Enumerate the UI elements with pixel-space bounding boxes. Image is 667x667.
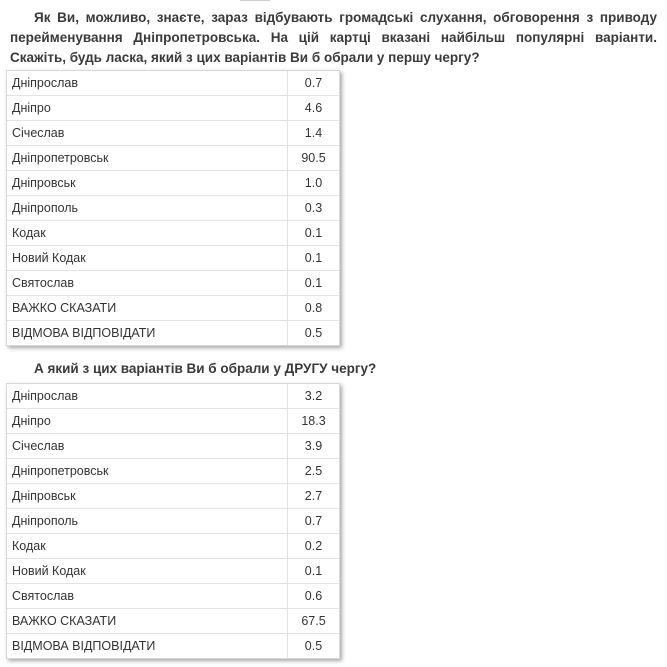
option-label: Дніпро [7,96,288,121]
table-row [7,271,339,296]
option-percent: 0.1 [288,271,340,296]
table-row [7,384,339,409]
option-percent: 0.5 [304,326,323,340]
option-label: Дніпропетровськ [7,146,288,171]
table-row [7,409,339,434]
option-percent: 2.5 [288,459,340,484]
table-row [7,146,339,171]
table-row [7,434,339,459]
option-label: Дніпро [7,409,288,434]
table-row [7,534,339,559]
option-label: Дніпрополь [7,509,288,534]
table-row [7,296,339,321]
option-percent: 0.6 [288,584,340,609]
option-label: ВАЖКО СКАЗАТИ [7,609,288,634]
option-label: Кодак [7,534,288,559]
results-table-second-choice [6,383,340,659]
option-percent: 0.8 [288,296,340,321]
option-percent: 0.7 [288,71,340,96]
option-label: Дніпровськ [7,171,288,196]
option-percent: 67.5 [288,609,340,634]
option-percent: 18.3 [288,409,340,434]
table-row [7,459,339,484]
option-label: Січеслав [7,434,288,459]
table-row [7,246,339,271]
table-row [7,71,339,96]
option-label: ВІДМОВА ВІДПОВІДАТИ [7,321,288,346]
option-label: Кодак [7,221,288,246]
option-percent: 0.1 [288,246,340,271]
option-label: Новий Кодак [7,246,288,271]
option-percent: 90.5 [288,146,340,171]
question-second-choice: А який з цих варіантів Ви б обрали у ДРУГУ чергу? [34,361,377,376]
option-label: Дніпровськ [7,484,288,509]
option-percent: 4.6 [288,96,340,121]
option-label: Січеслав [7,121,288,146]
option-percent: 3.9 [288,434,340,459]
option-label: Святослав [7,584,288,609]
option-label: Новий Кодак [7,559,288,584]
option-percent: 3.2 [288,384,340,409]
table-row [7,96,339,121]
option-percent: 2.7 [288,484,340,509]
option-percent: 0.1 [288,221,340,246]
table-row [7,321,339,346]
table-row [7,559,339,584]
option-percent: 1.4 [288,121,340,146]
option-percent: 0.7 [288,509,340,534]
option-label: Дніпрополь [7,196,288,221]
table-row [7,221,339,246]
option-label: Дніпрослав [7,384,288,409]
table-row [7,509,339,534]
table-row [7,584,339,609]
option-label: Дніпрослав [7,71,288,96]
table-row [7,484,339,509]
divider [240,0,270,1]
option-percent: 0.1 [288,559,340,584]
results-table-first-choice [6,70,340,346]
table-row [7,609,339,634]
table-row [7,121,339,146]
option-percent: 0.3 [288,196,340,221]
table-row [7,196,339,221]
question-first-choice: Як Ви, можливо, знаєте, зараз відбувають громадські слухання, обговорення з приводу перейменування Дніпропетровська. На цій картці вказані найбільш популярні варіанти. Скажіть, будь ласка, який з цих варіантів Ви б обрали у першу чергу? [10,10,657,65]
option-label: ВІДМОВА ВІДПОВІДАТИ [7,634,288,659]
option-percent: 0.2 [288,534,340,559]
option-label: Дніпропетровськ [7,459,288,484]
option-percent: 1.0 [288,171,340,196]
option-label: ВАЖКО СКАЗАТИ [7,296,288,321]
table-row [7,171,339,196]
table-row [7,634,339,659]
option-percent: 0.5 [304,639,323,653]
option-label: Святослав [7,271,288,296]
